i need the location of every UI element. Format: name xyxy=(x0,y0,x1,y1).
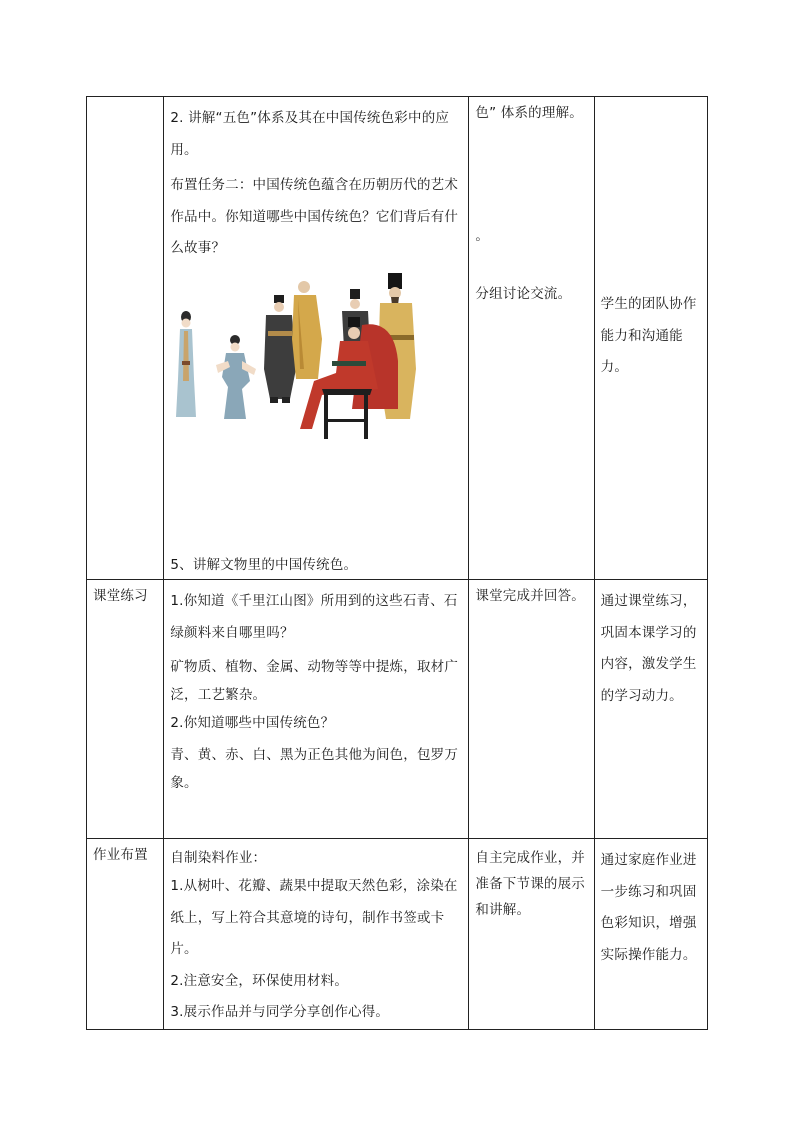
teacher-activity-cell xyxy=(164,839,469,1030)
student-text: 。 xyxy=(475,228,490,244)
lesson-plan-table xyxy=(86,96,708,1030)
intent-text: 通过课堂练习，巩固本课学习的内容，激发学生的学习动力。 xyxy=(600,593,697,704)
student-text: 色” 体系的理解。 xyxy=(475,105,583,121)
teacher-text: 1.从树叶、花瓣、蔬果中提取天然色彩，涂染在纸上，写上符合其意境的诗句，制作书签或卡片。 xyxy=(170,878,458,957)
figure-dark-robe xyxy=(264,295,296,403)
stage-cell: 作业布置 xyxy=(87,839,164,1030)
intent-text: 学生的团队协作能力和沟通能力。 xyxy=(600,296,697,375)
intent-cell xyxy=(594,97,707,580)
figure-lady-left xyxy=(176,311,196,417)
figure-dancer xyxy=(216,335,256,419)
teacher-text: 布置任务二：中国传统色蕴含在历朝历代的艺术作品中。你知道哪些中国传统色？它们背后有什么故事？ xyxy=(170,177,459,256)
student-text: 分组讨论交流。 xyxy=(475,286,572,302)
intent-cell xyxy=(594,839,707,1030)
figure-monk xyxy=(292,281,322,379)
stage-cell xyxy=(87,97,164,580)
intent-text: 通过家庭作业进一步练习和巩固色彩知识，增强实际操作能力。 xyxy=(600,852,697,963)
stage-cell: 课堂练习 xyxy=(87,580,164,839)
teacher-text: 1.你知道《千里江山图》所用到的这些石青、石绿颜料来自哪里吗？ xyxy=(170,593,458,641)
table-row xyxy=(87,580,708,839)
student-activity-cell xyxy=(469,97,594,580)
student-activity-cell xyxy=(469,839,594,1030)
teacher-text: 3.展示作品并与同学分享创作心得。 xyxy=(170,1004,390,1020)
student-activity-cell: 课堂完成并回答。 xyxy=(469,580,594,839)
teacher-text: 自制染料作业： xyxy=(170,850,267,866)
student-text: 自主完成作业，并准备下节课的展示和讲解。 xyxy=(475,850,585,918)
table-row xyxy=(87,97,708,580)
intent-cell xyxy=(594,580,707,839)
teacher-text: 2. 讲解“五色”体系及其在中国传统色彩中的应用。 xyxy=(170,110,450,158)
tang-dynasty-figure-painting xyxy=(172,269,422,455)
teacher-text: 2.你知道哪些中国传统色？ xyxy=(170,715,335,731)
teacher-text: 2.注意安全，环保使用材料。 xyxy=(170,972,349,989)
teacher-text: 矿物质、植物、金属、动物等等中提炼，取材广泛，工艺繁杂。 xyxy=(170,659,459,703)
table-row xyxy=(87,839,708,1030)
teacher-text: 5、讲解文物里的中国传统色。 xyxy=(170,557,358,573)
teacher-activity-cell xyxy=(164,580,469,839)
teacher-text: 青、黄、赤、白、黑为正色其他为间色，包罗万象。 xyxy=(170,747,459,791)
teacher-activity-cell xyxy=(164,97,469,580)
